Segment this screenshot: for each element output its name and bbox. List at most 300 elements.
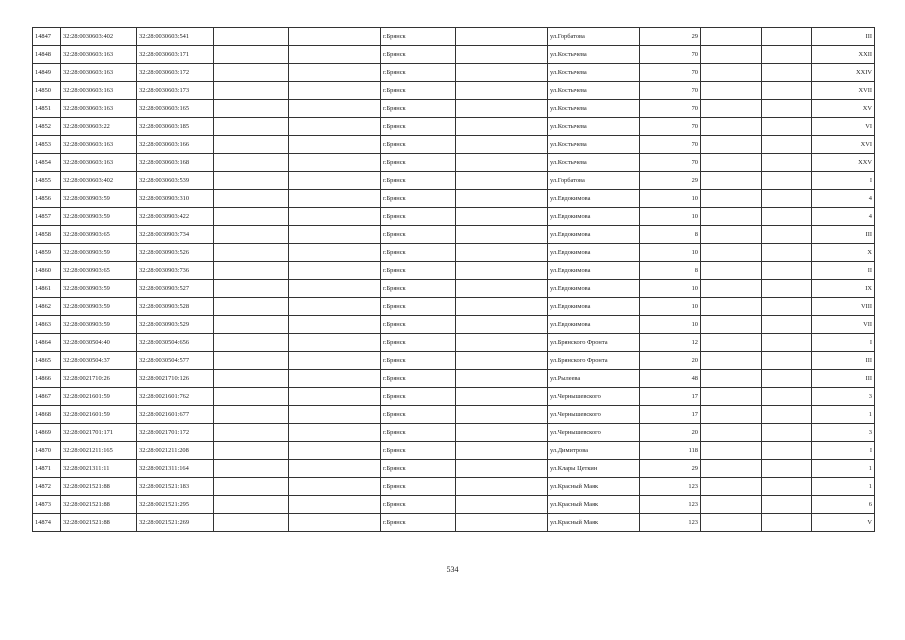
cadastral-number-cell: 32:28:0021601:762 bbox=[137, 388, 214, 406]
street-cell: ул.Костычева bbox=[548, 64, 640, 82]
street-cell: ул.Костычева bbox=[548, 136, 640, 154]
table-row bbox=[33, 496, 875, 514]
empty-cell-cell bbox=[762, 406, 812, 424]
premises-number-cell: 4 bbox=[812, 208, 875, 226]
street-cell: ул.Брянского Фронта bbox=[548, 334, 640, 352]
empty-cell-cell bbox=[701, 262, 762, 280]
empty-cell-cell bbox=[701, 244, 762, 262]
city-cell: г.Брянск bbox=[381, 478, 456, 496]
house-number-cell: 70 bbox=[640, 64, 701, 82]
empty-cell-cell bbox=[456, 82, 548, 100]
premises-number-cell: V bbox=[812, 514, 875, 532]
parent-cadastral-number-cell: 32:28:0021701:171 bbox=[61, 424, 137, 442]
row-number-cell: 14868 bbox=[33, 406, 61, 424]
table-row bbox=[33, 208, 875, 226]
empty-cell-cell bbox=[701, 514, 762, 532]
table-row bbox=[33, 478, 875, 496]
house-number-cell: 70 bbox=[640, 82, 701, 100]
city-cell: г.Брянск bbox=[381, 118, 456, 136]
table-row bbox=[33, 334, 875, 352]
empty-cell-cell bbox=[214, 28, 289, 46]
empty-cell-cell bbox=[289, 496, 381, 514]
empty-cell-cell bbox=[289, 154, 381, 172]
empty-cell-cell bbox=[456, 154, 548, 172]
city-cell: г.Брянск bbox=[381, 208, 456, 226]
empty-cell-cell bbox=[456, 118, 548, 136]
parent-cadastral-number-cell: 32:28:0021211:165 bbox=[61, 442, 137, 460]
empty-cell-cell bbox=[456, 514, 548, 532]
premises-number-cell: XV bbox=[812, 100, 875, 118]
cadastral-number-cell: 32:28:0030903:736 bbox=[137, 262, 214, 280]
street-cell: ул.Димитрова bbox=[548, 442, 640, 460]
house-number-cell: 70 bbox=[640, 46, 701, 64]
house-number-cell: 10 bbox=[640, 280, 701, 298]
table-row bbox=[33, 190, 875, 208]
house-number-cell: 70 bbox=[640, 100, 701, 118]
empty-cell-cell bbox=[762, 478, 812, 496]
empty-cell-cell bbox=[762, 82, 812, 100]
cadastral-number-cell: 32:28:0030903:527 bbox=[137, 280, 214, 298]
empty-cell-cell bbox=[456, 280, 548, 298]
empty-cell-cell bbox=[701, 208, 762, 226]
premises-number-cell: I bbox=[812, 172, 875, 190]
empty-cell-cell bbox=[456, 172, 548, 190]
street-cell: ул.Евдокимова bbox=[548, 190, 640, 208]
empty-cell-cell bbox=[762, 496, 812, 514]
parent-cadastral-number-cell: 32:28:0030603:163 bbox=[61, 64, 137, 82]
premises-number-cell: IX bbox=[812, 280, 875, 298]
empty-cell-cell bbox=[456, 406, 548, 424]
city-cell: г.Брянск bbox=[381, 226, 456, 244]
empty-cell-cell bbox=[762, 370, 812, 388]
premises-number-cell: I bbox=[812, 442, 875, 460]
cadastral-number-cell: 32:28:0030603:185 bbox=[137, 118, 214, 136]
empty-cell-cell bbox=[214, 460, 289, 478]
premises-number-cell: XVII bbox=[812, 82, 875, 100]
table-row bbox=[33, 406, 875, 424]
table-row bbox=[33, 280, 875, 298]
street-cell: ул.Евдокимова bbox=[548, 226, 640, 244]
empty-cell-cell bbox=[701, 370, 762, 388]
table-row bbox=[33, 172, 875, 190]
house-number-cell: 123 bbox=[640, 514, 701, 532]
street-cell: ул.Брянского Фронта bbox=[548, 352, 640, 370]
premises-number-cell: III bbox=[812, 370, 875, 388]
street-cell: ул.Красный Маяк bbox=[548, 514, 640, 532]
empty-cell-cell bbox=[214, 262, 289, 280]
empty-cell-cell bbox=[214, 118, 289, 136]
empty-cell-cell bbox=[214, 154, 289, 172]
empty-cell-cell bbox=[456, 28, 548, 46]
street-cell: ул.Красный Маяк bbox=[548, 496, 640, 514]
row-number-cell: 14861 bbox=[33, 280, 61, 298]
street-cell: ул.Костычева bbox=[548, 154, 640, 172]
cadastral-number-cell: 32:28:0030903:422 bbox=[137, 208, 214, 226]
empty-cell-cell bbox=[762, 190, 812, 208]
empty-cell-cell bbox=[289, 478, 381, 496]
empty-cell-cell bbox=[701, 280, 762, 298]
empty-cell-cell bbox=[214, 190, 289, 208]
row-number-cell: 14865 bbox=[33, 352, 61, 370]
empty-cell-cell bbox=[762, 226, 812, 244]
premises-number-cell: 3 bbox=[812, 424, 875, 442]
empty-cell-cell bbox=[214, 442, 289, 460]
empty-cell-cell bbox=[289, 244, 381, 262]
empty-cell-cell bbox=[456, 190, 548, 208]
row-number-cell: 14857 bbox=[33, 208, 61, 226]
empty-cell-cell bbox=[762, 442, 812, 460]
empty-cell-cell bbox=[289, 406, 381, 424]
parent-cadastral-number-cell: 32:28:0021521:88 bbox=[61, 496, 137, 514]
table-row bbox=[33, 316, 875, 334]
empty-cell-cell bbox=[214, 298, 289, 316]
empty-cell-cell bbox=[456, 370, 548, 388]
parent-cadastral-number-cell: 32:28:0030903:59 bbox=[61, 244, 137, 262]
table-row bbox=[33, 262, 875, 280]
parent-cadastral-number-cell: 32:28:0030903:59 bbox=[61, 190, 137, 208]
row-number-cell: 14866 bbox=[33, 370, 61, 388]
table-row bbox=[33, 388, 875, 406]
empty-cell-cell bbox=[701, 316, 762, 334]
parent-cadastral-number-cell: 32:28:0030603:163 bbox=[61, 136, 137, 154]
empty-cell-cell bbox=[289, 82, 381, 100]
empty-cell-cell bbox=[456, 442, 548, 460]
cadastral-number-cell: 32:28:0030603:541 bbox=[137, 28, 214, 46]
empty-cell-cell bbox=[289, 298, 381, 316]
premises-number-cell: III bbox=[812, 28, 875, 46]
house-number-cell: 70 bbox=[640, 118, 701, 136]
house-number-cell: 17 bbox=[640, 388, 701, 406]
table-row bbox=[33, 82, 875, 100]
empty-cell-cell bbox=[289, 352, 381, 370]
empty-cell-cell bbox=[762, 262, 812, 280]
empty-cell-cell bbox=[289, 262, 381, 280]
parent-cadastral-number-cell: 32:28:0021710:26 bbox=[61, 370, 137, 388]
empty-cell-cell bbox=[762, 352, 812, 370]
premises-number-cell: XVI bbox=[812, 136, 875, 154]
row-number-cell: 14856 bbox=[33, 190, 61, 208]
empty-cell-cell bbox=[456, 334, 548, 352]
street-cell: ул.Евдокимова bbox=[548, 316, 640, 334]
table-row bbox=[33, 298, 875, 316]
street-cell: ул.Евдокимова bbox=[548, 298, 640, 316]
empty-cell-cell bbox=[762, 244, 812, 262]
empty-cell-cell bbox=[289, 334, 381, 352]
house-number-cell: 29 bbox=[640, 172, 701, 190]
empty-cell-cell bbox=[289, 28, 381, 46]
empty-cell-cell bbox=[214, 100, 289, 118]
empty-cell-cell bbox=[214, 46, 289, 64]
empty-cell-cell bbox=[701, 352, 762, 370]
city-cell: г.Брянск bbox=[381, 514, 456, 532]
empty-cell-cell bbox=[701, 64, 762, 82]
row-number-cell: 14860 bbox=[33, 262, 61, 280]
empty-cell-cell bbox=[289, 208, 381, 226]
house-number-cell: 70 bbox=[640, 136, 701, 154]
street-cell: ул.Клары Цеткин bbox=[548, 460, 640, 478]
city-cell: г.Брянск bbox=[381, 334, 456, 352]
parent-cadastral-number-cell: 32:28:0021521:88 bbox=[61, 514, 137, 532]
premises-number-cell: 1 bbox=[812, 478, 875, 496]
empty-cell-cell bbox=[456, 352, 548, 370]
empty-cell-cell bbox=[289, 64, 381, 82]
cadastral-number-cell: 32:28:0030603:166 bbox=[137, 136, 214, 154]
parent-cadastral-number-cell: 32:28:0030903:59 bbox=[61, 280, 137, 298]
premises-number-cell: 1 bbox=[812, 406, 875, 424]
parent-cadastral-number-cell: 32:28:0030504:40 bbox=[61, 334, 137, 352]
empty-cell-cell bbox=[214, 316, 289, 334]
premises-number-cell: VIII bbox=[812, 298, 875, 316]
city-cell: г.Брянск bbox=[381, 424, 456, 442]
parent-cadastral-number-cell: 32:28:0030903:59 bbox=[61, 208, 137, 226]
premises-number-cell: VI bbox=[812, 118, 875, 136]
empty-cell-cell bbox=[701, 28, 762, 46]
empty-cell-cell bbox=[289, 226, 381, 244]
empty-cell-cell bbox=[289, 46, 381, 64]
row-number-cell: 14864 bbox=[33, 334, 61, 352]
city-cell: г.Брянск bbox=[381, 82, 456, 100]
parent-cadastral-number-cell: 32:28:0030603:163 bbox=[61, 154, 137, 172]
street-cell: ул.Костычева bbox=[548, 46, 640, 64]
empty-cell-cell bbox=[456, 496, 548, 514]
page-number: 534 bbox=[446, 565, 459, 574]
empty-cell-cell bbox=[214, 136, 289, 154]
empty-cell-cell bbox=[214, 370, 289, 388]
row-number-cell: 14855 bbox=[33, 172, 61, 190]
parent-cadastral-number-cell: 32:28:0030603:22 bbox=[61, 118, 137, 136]
empty-cell-cell bbox=[762, 118, 812, 136]
house-number-cell: 10 bbox=[640, 208, 701, 226]
house-number-cell: 123 bbox=[640, 478, 701, 496]
row-number-cell: 14869 bbox=[33, 424, 61, 442]
row-number-cell: 14852 bbox=[33, 118, 61, 136]
parent-cadastral-number-cell: 32:28:0021521:88 bbox=[61, 478, 137, 496]
empty-cell-cell bbox=[762, 514, 812, 532]
empty-cell-cell bbox=[289, 190, 381, 208]
empty-cell-cell bbox=[701, 460, 762, 478]
house-number-cell: 123 bbox=[640, 496, 701, 514]
empty-cell-cell bbox=[762, 28, 812, 46]
row-number-cell: 14858 bbox=[33, 226, 61, 244]
empty-cell-cell bbox=[214, 82, 289, 100]
cadastral-number-cell: 32:28:0030504:656 bbox=[137, 334, 214, 352]
parent-cadastral-number-cell: 32:28:0021601:59 bbox=[61, 388, 137, 406]
city-cell: г.Брянск bbox=[381, 388, 456, 406]
cadastral-number-cell: 32:28:0030603:171 bbox=[137, 46, 214, 64]
cadastral-number-cell: 32:28:0021521:269 bbox=[137, 514, 214, 532]
empty-cell-cell bbox=[762, 136, 812, 154]
empty-cell-cell bbox=[762, 172, 812, 190]
city-cell: г.Брянск bbox=[381, 298, 456, 316]
table-row bbox=[33, 442, 875, 460]
table-row bbox=[33, 226, 875, 244]
table-row bbox=[33, 514, 875, 532]
city-cell: г.Брянск bbox=[381, 262, 456, 280]
premises-number-cell: X bbox=[812, 244, 875, 262]
premises-number-cell: XXII bbox=[812, 46, 875, 64]
empty-cell-cell bbox=[701, 406, 762, 424]
house-number-cell: 8 bbox=[640, 226, 701, 244]
row-number-cell: 14853 bbox=[33, 136, 61, 154]
empty-cell-cell bbox=[289, 136, 381, 154]
empty-cell-cell bbox=[762, 334, 812, 352]
cadastral-number-cell: 32:28:0030903:529 bbox=[137, 316, 214, 334]
cadastral-number-cell: 32:28:0030603:168 bbox=[137, 154, 214, 172]
row-number-cell: 14849 bbox=[33, 64, 61, 82]
empty-cell-cell bbox=[456, 136, 548, 154]
row-number-cell: 14859 bbox=[33, 244, 61, 262]
street-cell: ул.Костычева bbox=[548, 100, 640, 118]
premises-number-cell: 4 bbox=[812, 190, 875, 208]
empty-cell-cell bbox=[456, 46, 548, 64]
premises-number-cell: III bbox=[812, 352, 875, 370]
city-cell: г.Брянск bbox=[381, 244, 456, 262]
street-cell: ул.Евдокимова bbox=[548, 280, 640, 298]
street-cell: ул.Костычева bbox=[548, 118, 640, 136]
empty-cell-cell bbox=[456, 64, 548, 82]
street-cell: ул.Евдокимова bbox=[548, 262, 640, 280]
house-number-cell: 70 bbox=[640, 154, 701, 172]
premises-number-cell: III bbox=[812, 226, 875, 244]
city-cell: г.Брянск bbox=[381, 154, 456, 172]
house-number-cell: 118 bbox=[640, 442, 701, 460]
table-row bbox=[33, 28, 875, 46]
house-number-cell: 20 bbox=[640, 352, 701, 370]
empty-cell-cell bbox=[456, 226, 548, 244]
empty-cell-cell bbox=[456, 262, 548, 280]
empty-cell-cell bbox=[456, 298, 548, 316]
empty-cell-cell bbox=[214, 388, 289, 406]
empty-cell-cell bbox=[762, 280, 812, 298]
row-number-cell: 14870 bbox=[33, 442, 61, 460]
empty-cell-cell bbox=[456, 388, 548, 406]
empty-cell-cell bbox=[762, 316, 812, 334]
cadastral-number-cell: 32:28:0021311:164 bbox=[137, 460, 214, 478]
empty-cell-cell bbox=[456, 478, 548, 496]
street-cell: ул.Евдокимова bbox=[548, 244, 640, 262]
street-cell: ул.Чернышевского bbox=[548, 424, 640, 442]
house-number-cell: 10 bbox=[640, 244, 701, 262]
row-number-cell: 14874 bbox=[33, 514, 61, 532]
empty-cell-cell bbox=[762, 460, 812, 478]
empty-cell-cell bbox=[214, 172, 289, 190]
empty-cell-cell bbox=[762, 46, 812, 64]
house-number-cell: 17 bbox=[640, 406, 701, 424]
row-number-cell: 14871 bbox=[33, 460, 61, 478]
empty-cell-cell bbox=[701, 388, 762, 406]
cadastral-number-cell: 32:28:0021710:126 bbox=[137, 370, 214, 388]
empty-cell-cell bbox=[701, 136, 762, 154]
registry-table bbox=[32, 27, 875, 532]
empty-cell-cell bbox=[701, 478, 762, 496]
premises-number-cell: XXIV bbox=[812, 64, 875, 82]
street-cell: ул.Евдокимова bbox=[548, 208, 640, 226]
city-cell: г.Брянск bbox=[381, 64, 456, 82]
parent-cadastral-number-cell: 32:28:0021601:59 bbox=[61, 406, 137, 424]
empty-cell-cell bbox=[762, 208, 812, 226]
table-row bbox=[33, 460, 875, 478]
empty-cell-cell bbox=[762, 388, 812, 406]
cadastral-number-cell: 32:28:0021521:295 bbox=[137, 496, 214, 514]
premises-number-cell: II bbox=[812, 262, 875, 280]
empty-cell-cell bbox=[456, 244, 548, 262]
house-number-cell: 20 bbox=[640, 424, 701, 442]
parent-cadastral-number-cell: 32:28:0030903:59 bbox=[61, 316, 137, 334]
empty-cell-cell bbox=[214, 208, 289, 226]
empty-cell-cell bbox=[762, 154, 812, 172]
house-number-cell: 10 bbox=[640, 298, 701, 316]
table-row bbox=[33, 118, 875, 136]
premises-number-cell: VII bbox=[812, 316, 875, 334]
city-cell: г.Брянск bbox=[381, 136, 456, 154]
table-row bbox=[33, 370, 875, 388]
empty-cell-cell bbox=[456, 208, 548, 226]
parent-cadastral-number-cell: 32:28:0030603:402 bbox=[61, 172, 137, 190]
street-cell: ул.Горбатова bbox=[548, 28, 640, 46]
empty-cell-cell bbox=[762, 64, 812, 82]
city-cell: г.Брянск bbox=[381, 100, 456, 118]
empty-cell-cell bbox=[456, 460, 548, 478]
row-number-cell: 14847 bbox=[33, 28, 61, 46]
empty-cell-cell bbox=[289, 100, 381, 118]
parent-cadastral-number-cell: 32:28:0030903:65 bbox=[61, 262, 137, 280]
empty-cell-cell bbox=[701, 100, 762, 118]
house-number-cell: 8 bbox=[640, 262, 701, 280]
table-row bbox=[33, 64, 875, 82]
street-cell: ул.Красный Маяк bbox=[548, 478, 640, 496]
empty-cell-cell bbox=[456, 316, 548, 334]
row-number-cell: 14873 bbox=[33, 496, 61, 514]
parent-cadastral-number-cell: 32:28:0030903:65 bbox=[61, 226, 137, 244]
cadastral-number-cell: 32:28:0021211:208 bbox=[137, 442, 214, 460]
cadastral-number-cell: 32:28:0030903:526 bbox=[137, 244, 214, 262]
table-body bbox=[33, 28, 875, 532]
house-number-cell: 29 bbox=[640, 460, 701, 478]
city-cell: г.Брянск bbox=[381, 28, 456, 46]
empty-cell-cell bbox=[214, 334, 289, 352]
empty-cell-cell bbox=[289, 118, 381, 136]
empty-cell-cell bbox=[289, 460, 381, 478]
table-row bbox=[33, 100, 875, 118]
parent-cadastral-number-cell: 32:28:0030603:163 bbox=[61, 46, 137, 64]
premises-number-cell: I bbox=[812, 334, 875, 352]
city-cell: г.Брянск bbox=[381, 370, 456, 388]
empty-cell-cell bbox=[701, 424, 762, 442]
empty-cell-cell bbox=[214, 406, 289, 424]
row-number-cell: 14848 bbox=[33, 46, 61, 64]
empty-cell-cell bbox=[701, 190, 762, 208]
empty-cell-cell bbox=[214, 352, 289, 370]
street-cell: ул.Горбатова bbox=[548, 172, 640, 190]
empty-cell-cell bbox=[214, 496, 289, 514]
city-cell: г.Брянск bbox=[381, 190, 456, 208]
empty-cell-cell bbox=[762, 100, 812, 118]
cadastral-number-cell: 32:28:0030603:165 bbox=[137, 100, 214, 118]
cadastral-number-cell: 32:28:0030903:310 bbox=[137, 190, 214, 208]
table-row bbox=[33, 352, 875, 370]
row-number-cell: 14851 bbox=[33, 100, 61, 118]
table-row bbox=[33, 46, 875, 64]
row-number-cell: 14867 bbox=[33, 388, 61, 406]
cadastral-number-cell: 32:28:0030603:172 bbox=[137, 64, 214, 82]
empty-cell-cell bbox=[289, 280, 381, 298]
empty-cell-cell bbox=[701, 82, 762, 100]
cadastral-number-cell: 32:28:0021701:172 bbox=[137, 424, 214, 442]
table-row bbox=[33, 136, 875, 154]
empty-cell-cell bbox=[701, 46, 762, 64]
parent-cadastral-number-cell: 32:28:0030504:37 bbox=[61, 352, 137, 370]
empty-cell-cell bbox=[456, 424, 548, 442]
